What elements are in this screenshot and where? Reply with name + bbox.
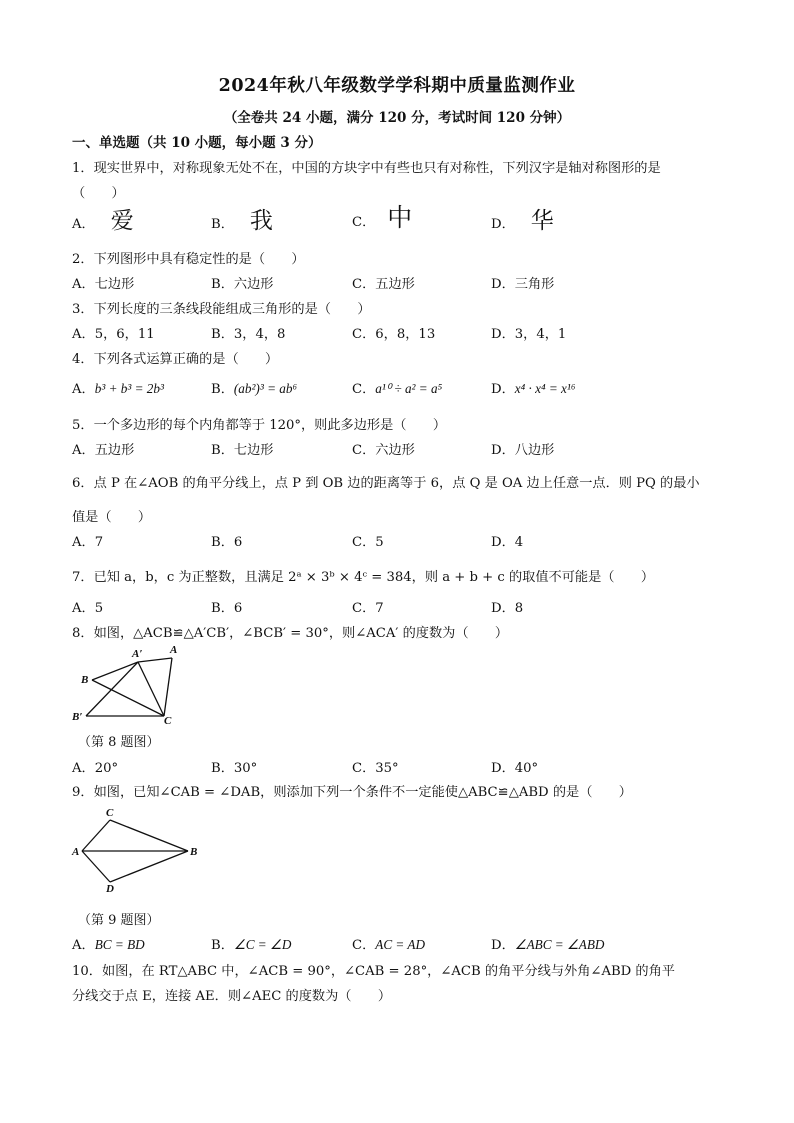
q6-option-c[interactable]: C．5 [352,535,384,550]
fig9-line-a-c [82,820,110,851]
fig8-label-b2: B′ [72,711,83,723]
q8-option-a[interactable]: A．20° [72,761,119,776]
question-1-text: 1．现实世界中，对称现象无处不在，中国的方块字中有些也只有对称性，下列汉字是轴对称图形的是 [72,161,661,176]
q4-option-a-formula: b³ + b³ = 2b³ [94,381,164,396]
question-6-text: 6．点 P 在∠AOB 的角平分线上，点 P 到 OB 边的距离等于 6，点 Q 是 OA 边上任意一点．则 PQ 的最小 [72,476,700,491]
fig8-line-b-a2 [92,662,138,680]
q1-option-a[interactable]: A． 爱 [72,208,134,234]
q3-option-d[interactable]: D．3，4，1 [491,327,567,342]
q1-option-b[interactable]: B． 我 [211,208,273,234]
q1-option-d[interactable]: D． 华 [491,208,554,234]
q6-option-a[interactable]: A．7 [72,535,104,550]
fig8-line-a-c [164,658,172,716]
question-1-text-cont: （ ） [72,186,125,201]
q4-option-b-formula: (ab²)³ = ab⁶ [233,381,298,396]
q4-option-d[interactable]: D．x⁴ · x⁴ = x¹⁶ [491,381,576,397]
q4-option-a[interactable]: A．b³ + b³ = 2b³ [72,381,164,397]
question-9-text: 9．如图，已知∠CAB = ∠DAB，则添加下列一个条件不一定能使△ABC≌△ABD 的是（ ） [72,785,632,800]
fig8-line-b2-a2 [86,662,138,716]
fig9-line-c-b [110,820,188,851]
section-heading: 一、单选题（共 10 小题，每小题 3 分） [72,135,322,151]
fig9-label-c: C [106,807,114,819]
fig8-label-a2: A′ [132,648,143,660]
q5-option-b[interactable]: B．七边形 [211,443,274,458]
q7-option-b[interactable]: B．6 [211,601,243,616]
q3-option-c[interactable]: C．6，8，13 [352,327,436,342]
question-10-text-cont: 分线交于点 E，连接 AE．则∠AEC 的度数为（ ） [72,989,392,1004]
q8-option-b[interactable]: B．30° [211,761,258,776]
page-subtitle: （全卷共 24 小题，满分 120 分，考试时间 120 分钟） [223,110,571,126]
q2-option-a[interactable]: A．七边形 [72,277,135,292]
q9-option-a[interactable]: A．BC = BD [72,937,145,953]
q4-option-c-formula: a¹⁰ ÷ a² = a⁵ [375,381,443,396]
figure-8 [72,640,187,725]
question-7-text: 7．已知 a，b，c 为正整数，且满足 2ᵃ × 3ᵇ × 4ᶜ = 384，则 a + b + c 的取值不可能是（ ） [72,570,655,585]
fig8-label-b: B [81,674,89,686]
q2-option-b[interactable]: B．六边形 [211,277,274,292]
q2-option-d[interactable]: D．三角形 [491,277,555,292]
q4-option-d-formula: x⁴ · x⁴ = x¹⁶ [514,381,576,396]
question-6-text-cont: 值是（ ） [72,510,152,525]
fig8-line-a2-a [138,658,172,662]
question-5-text: 5．一个多边形的每个内角都等于 120°，则此多边形是（ ） [72,418,447,433]
question-2-text: 2．下列图形中具有稳定性的是（ ） [72,252,305,267]
question-8-text: 8．如图，△ACB≌△A′CB′，∠BCB′ = 30°，则∠ACA′ 的度数为（ ） [72,626,509,641]
fig9-label-b: B [190,846,198,858]
q3-option-a[interactable]: A．5，6，11 [72,327,155,342]
q7-option-c[interactable]: C．7 [352,601,384,616]
q1-option-d-char: 华 [530,208,554,234]
question-3-text: 3．下列长度的三条线段能组成三角形的是（ ） [72,302,371,317]
figure-9-caption: （第 9 题图） [78,913,160,928]
q1-option-a-char: 爱 [110,208,134,234]
q4-option-c[interactable]: C．a¹⁰ ÷ a² = a⁵ [352,381,443,397]
q8-option-c[interactable]: C．35° [352,761,399,776]
figure-8-caption: （第 8 题图） [78,735,160,750]
page-title: 2024年秋八年级数学学科期中质量监测作业 [218,76,576,96]
q8-option-d[interactable]: D．40° [491,761,539,776]
q9-option-c[interactable]: C．AC = AD [352,937,425,953]
q9-option-d[interactable]: D．∠ABC = ∠ABD [491,937,605,953]
fig8-label-a: A [170,644,178,656]
fig8-line-a2-c [138,662,164,716]
q4-option-b[interactable]: B．(ab²)³ = ab⁶ [211,381,298,397]
question-10-text: 10．如图，在 RT△ABC 中，∠ACB = 90°，∠CAB = 28°，∠ACB 的角平分线与外角∠ABD 的角平 [72,964,675,979]
fig9-line-a-d [82,851,110,882]
q1-option-c-char: 中 [387,203,413,232]
fig9-label-d: D [106,883,114,895]
q1-option-c[interactable]: C． 中 [352,203,413,232]
q2-option-c[interactable]: C．五边形 [352,277,415,292]
fig8-label-c: C [164,715,172,725]
q9-option-b[interactable]: B．∠C = ∠D [211,937,292,953]
fig9-label-a: A [72,846,80,858]
q3-option-b[interactable]: B．3，4，8 [211,327,286,342]
q6-option-d[interactable]: D．4 [491,535,524,550]
q5-option-a[interactable]: A．五边形 [72,443,135,458]
q6-option-b[interactable]: B．6 [211,535,243,550]
q1-option-b-char: 我 [249,208,273,234]
fig9-line-d-b [110,851,188,882]
figure-9 [70,806,210,896]
q7-option-a[interactable]: A．5 [72,601,104,616]
q7-option-d[interactable]: D．8 [491,601,524,616]
q5-option-c[interactable]: C．六边形 [352,443,415,458]
q5-option-d[interactable]: D．八边形 [491,443,555,458]
question-4-text: 4．下列各式运算正确的是（ ） [72,352,279,367]
